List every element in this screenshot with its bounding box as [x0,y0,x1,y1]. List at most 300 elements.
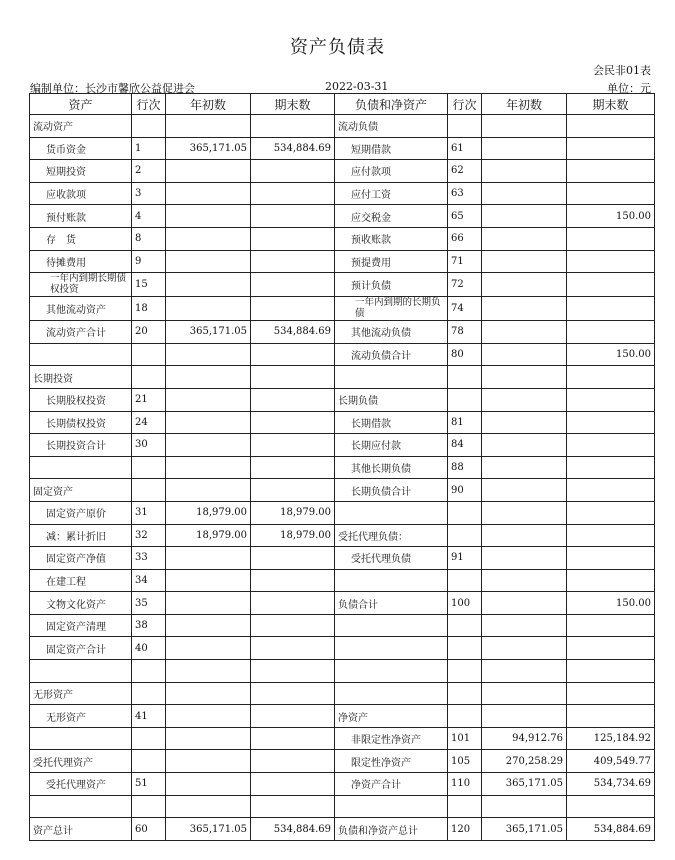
col-header-beginning-2: 年初数 [482,94,567,115]
liability-beginning-cell [482,205,567,228]
liability-name-cell: 流动负债合计 [335,343,448,366]
asset-ending-cell [251,569,335,592]
asset-name-cell: 流动资产合计 [30,321,132,344]
asset-line-cell: 34 [132,569,166,592]
asset-ending-cell: 18,979.00 [251,524,335,547]
liability-beginning-cell [482,479,567,502]
liability-line-cell: 72 [448,273,482,297]
liability-ending-cell [567,479,655,502]
asset-line-cell [132,660,166,683]
asset-line-cell: 32 [132,524,166,547]
table-row [30,818,655,841]
liability-line-cell [448,614,482,637]
liability-beginning-cell [482,637,567,660]
liability-name-cell [335,569,448,592]
asset-line-cell: 18 [132,297,166,321]
liability-ending-cell [567,388,655,411]
liability-line-cell: 81 [448,411,482,434]
asset-beginning-cell [166,660,251,683]
col-header-line: 行次 [132,94,166,115]
table-row [30,227,655,250]
liability-name-cell [335,614,448,637]
asset-name-cell: 长期债权投资 [30,411,132,434]
asset-name-cell [30,795,132,818]
liability-beginning-cell [482,182,567,205]
asset-line-cell [132,479,166,502]
report-title: 资产负债表 [290,37,385,58]
asset-beginning-cell [166,456,251,479]
asset-line-cell [132,750,166,773]
liability-beginning-cell [482,343,567,366]
liability-line-cell [448,501,482,524]
liability-line-cell: 90 [448,479,482,502]
asset-ending-cell [251,479,335,502]
liability-ending-cell [567,524,655,547]
table-row [30,456,655,479]
table-row [30,273,655,297]
asset-line-cell: 51 [132,773,166,796]
liability-beginning-cell [482,321,567,344]
liability-ending-cell [567,547,655,570]
asset-line-cell: 15 [132,273,166,297]
organization-label: 编制单位：长沙市馨欣公益促进会 [30,82,195,95]
liability-line-cell: 78 [448,321,482,344]
asset-beginning-cell [166,227,251,250]
liability-ending-cell [567,501,655,524]
liability-beginning-cell: 365,171.05 [482,818,567,841]
liability-name-cell: 应付工资 [335,182,448,205]
table-row [30,524,655,547]
asset-ending-cell: 534,884.69 [251,818,335,841]
asset-line-cell: 35 [132,592,166,615]
table-row [30,479,655,502]
table-row [30,343,655,366]
asset-beginning-cell [166,569,251,592]
liability-ending-cell [567,160,655,183]
asset-beginning-cell [166,773,251,796]
asset-ending-cell [251,411,335,434]
table-row [30,137,655,160]
liability-name-cell [335,637,448,660]
liability-beginning-cell [482,795,567,818]
asset-ending-cell [251,205,335,228]
asset-name-cell: 货币资金 [30,137,132,160]
col-header-line-2: 行次 [448,94,482,115]
table-row [30,182,655,205]
table-row [30,614,655,637]
liability-beginning-cell [482,434,567,457]
asset-line-cell: 31 [132,501,166,524]
asset-name-cell: 无形资产 [30,682,132,705]
table-row [30,569,655,592]
liability-line-cell: 62 [448,160,482,183]
table-row [30,660,655,683]
liability-ending-cell: 534,734.69 [567,773,655,796]
table-row [30,750,655,773]
asset-line-cell [132,456,166,479]
liability-name-cell: 净资产合计 [335,773,448,796]
liability-ending-cell [567,227,655,250]
liability-ending-cell [567,273,655,297]
asset-beginning-cell [166,115,251,138]
liability-line-cell: 71 [448,250,482,273]
asset-beginning-cell: 18,979.00 [166,524,251,547]
asset-line-cell: 30 [132,434,166,457]
liability-beginning-cell [482,660,567,683]
liability-beginning-cell: 365,171.05 [482,773,567,796]
col-header-ending-2: 期末数 [567,94,655,115]
asset-name-cell: 待摊费用 [30,250,132,273]
asset-name-cell [30,727,132,750]
liability-name-cell: 其他流动负债 [335,321,448,344]
col-header-assets: 资产 [30,94,132,115]
asset-name-cell: 长期投资 [30,366,132,389]
liability-name-cell: 一年内到期的长期负债 [335,297,448,321]
liability-line-cell: 88 [448,456,482,479]
liability-name-cell [335,795,448,818]
asset-line-cell [132,727,166,750]
liability-name-cell: 长期借款 [335,411,448,434]
asset-beginning-cell [166,614,251,637]
liability-beginning-cell [482,366,567,389]
liability-beginning-cell [482,227,567,250]
table-row [30,297,655,321]
asset-beginning-cell [166,388,251,411]
liability-ending-cell [567,569,655,592]
asset-ending-cell [251,388,335,411]
table-row [30,501,655,524]
asset-line-cell [132,343,166,366]
liability-line-cell: 110 [448,773,482,796]
liability-name-cell [335,660,448,683]
liability-name-cell: 预计负债 [335,273,448,297]
form-number: 会民非01表 [593,64,651,77]
liability-ending-cell: 150.00 [567,205,655,228]
liability-ending-cell [567,182,655,205]
asset-beginning-cell [166,343,251,366]
table-row [30,321,655,344]
liability-name-cell: 受托代理负债 [335,547,448,570]
asset-name-cell: 固定资产合计 [30,637,132,660]
liability-beginning-cell [482,297,567,321]
asset-ending-cell [251,250,335,273]
report-date: 2022-03-31 [325,80,389,93]
liability-beginning-cell [482,456,567,479]
liability-name-cell: 长期负债合计 [335,479,448,502]
liability-ending-cell: 409,549.77 [567,750,655,773]
liability-name-cell: 受托代理负债： [335,524,448,547]
asset-beginning-cell [166,297,251,321]
liability-ending-cell [567,115,655,138]
liability-name-cell: 限定性净资产 [335,750,448,773]
liability-line-cell: 66 [448,227,482,250]
liability-ending-cell: 150.00 [567,343,655,366]
liability-ending-cell [567,660,655,683]
liability-name-cell [335,366,448,389]
liability-line-cell: 63 [448,182,482,205]
liability-beginning-cell [482,273,567,297]
currency-unit: 单位：元 [607,82,651,95]
liability-beginning-cell [482,705,567,728]
liability-name-cell [335,501,448,524]
table-row [30,773,655,796]
table-row [30,727,655,750]
table-row [30,366,655,389]
asset-beginning-cell [166,434,251,457]
balance-sheet-table [29,93,655,841]
liability-line-cell: 61 [448,137,482,160]
liability-ending-cell [567,250,655,273]
liability-ending-cell [567,297,655,321]
liability-line-cell: 84 [448,434,482,457]
asset-line-cell: 41 [132,705,166,728]
liability-beginning-cell [482,160,567,183]
asset-line-cell [132,115,166,138]
liability-beginning-cell [482,592,567,615]
asset-beginning-cell [166,205,251,228]
liability-line-cell [448,637,482,660]
asset-line-cell: 40 [132,637,166,660]
asset-name-cell: 长期股权投资 [30,388,132,411]
liability-name-cell: 非限定性净资产 [335,727,448,750]
table-row [30,637,655,660]
table-row [30,388,655,411]
col-header-liabilities: 负债和净资产 [335,94,448,115]
asset-name-cell: 流动资产 [30,115,132,138]
liability-line-cell [448,524,482,547]
liability-ending-cell [567,456,655,479]
liability-line-cell: 100 [448,592,482,615]
liability-ending-cell [567,705,655,728]
asset-name-cell [30,456,132,479]
liability-beginning-cell [482,524,567,547]
liability-line-cell [448,682,482,705]
asset-ending-cell: 534,884.69 [251,321,335,344]
liability-name-cell: 应付款项 [335,160,448,183]
liability-line-cell: 101 [448,727,482,750]
asset-name-cell [30,660,132,683]
liability-ending-cell [567,321,655,344]
asset-beginning-cell: 18,979.00 [166,501,251,524]
liability-line-cell [448,705,482,728]
liability-ending-cell [567,795,655,818]
asset-beginning-cell [166,182,251,205]
asset-line-cell [132,795,166,818]
asset-ending-cell [251,682,335,705]
asset-ending-cell [251,343,335,366]
asset-ending-cell: 534,884.69 [251,137,335,160]
liability-name-cell: 流动负债 [335,115,448,138]
liability-name-cell: 其他长期负债 [335,456,448,479]
liability-ending-cell [567,682,655,705]
asset-line-cell: 20 [132,321,166,344]
asset-line-cell: 21 [132,388,166,411]
asset-name-cell: 长期投资合计 [30,434,132,457]
asset-name-cell: 受托代理资产 [30,750,132,773]
asset-line-cell: 1 [132,137,166,160]
asset-ending-cell [251,547,335,570]
asset-beginning-cell [166,592,251,615]
asset-name-cell: 其他流动资产 [30,297,132,321]
liability-beginning-cell [482,250,567,273]
liability-line-cell [448,795,482,818]
liability-line-cell [448,388,482,411]
liability-beginning-cell: 94,912.76 [482,727,567,750]
asset-name-cell: 短期投资 [30,160,132,183]
asset-beginning-cell [166,727,251,750]
liability-beginning-cell [482,115,567,138]
asset-beginning-cell [166,366,251,389]
asset-name-cell: 在建工程 [30,569,132,592]
liability-ending-cell [567,614,655,637]
asset-ending-cell [251,750,335,773]
table-row [30,411,655,434]
asset-line-cell: 2 [132,160,166,183]
asset-ending-cell [251,660,335,683]
table-row [30,250,655,273]
asset-beginning-cell [166,479,251,502]
asset-name-cell: 预付账款 [30,205,132,228]
asset-ending-cell [251,273,335,297]
liability-line-cell: 80 [448,343,482,366]
liability-line-cell [448,366,482,389]
liability-ending-cell: 150.00 [567,592,655,615]
asset-name-cell: 受托代理资产 [30,773,132,796]
liability-name-cell: 应交税金 [335,205,448,228]
asset-line-cell [132,366,166,389]
asset-ending-cell [251,182,335,205]
liability-ending-cell [567,434,655,457]
asset-beginning-cell [166,682,251,705]
asset-name-cell: 固定资产清理 [30,614,132,637]
asset-ending-cell [251,297,335,321]
asset-beginning-cell [166,547,251,570]
table-row [30,795,655,818]
asset-ending-cell [251,115,335,138]
liability-line-cell [448,569,482,592]
asset-line-cell: 4 [132,205,166,228]
asset-beginning-cell [166,160,251,183]
asset-ending-cell [251,456,335,479]
asset-ending-cell [251,727,335,750]
liability-name-cell: 预提费用 [335,250,448,273]
asset-name-cell [30,343,132,366]
asset-name-cell: 固定资产净值 [30,547,132,570]
asset-ending-cell: 18,979.00 [251,501,335,524]
asset-beginning-cell: 365,171.05 [166,818,251,841]
asset-name-cell: 固定资产原价 [30,501,132,524]
liability-line-cell [448,115,482,138]
liability-ending-cell: 125,184.92 [567,727,655,750]
liability-beginning-cell [482,614,567,637]
asset-name-cell: 资产总计 [30,818,132,841]
liability-ending-cell: 534,884.69 [567,818,655,841]
asset-line-cell: 38 [132,614,166,637]
asset-line-cell: 60 [132,818,166,841]
asset-beginning-cell [166,273,251,297]
col-header-ending: 期末数 [251,94,335,115]
asset-beginning-cell [166,705,251,728]
table-row [30,205,655,228]
asset-ending-cell [251,160,335,183]
liability-name-cell: 长期负债 [335,388,448,411]
header-row [30,94,655,115]
liability-ending-cell [567,366,655,389]
liability-beginning-cell [482,547,567,570]
asset-beginning-cell: 365,171.05 [166,321,251,344]
asset-line-cell: 8 [132,227,166,250]
table-row [30,434,655,457]
liability-beginning-cell [482,682,567,705]
liability-line-cell: 74 [448,297,482,321]
table-row [30,705,655,728]
asset-name-cell: 应收款项 [30,182,132,205]
asset-line-cell: 24 [132,411,166,434]
liability-name-cell: 净资产 [335,705,448,728]
asset-line-cell: 33 [132,547,166,570]
asset-name-cell: 一年内到期长期债权投资 [30,273,132,297]
asset-ending-cell [251,705,335,728]
asset-name-cell: 文物文化资产 [30,592,132,615]
liability-name-cell: 负债和净资产总计 [335,818,448,841]
liability-name-cell [335,682,448,705]
asset-beginning-cell [166,411,251,434]
liability-name-cell: 负债合计 [335,592,448,615]
liability-name-cell: 长期应付款 [335,434,448,457]
asset-beginning-cell [166,750,251,773]
asset-name-cell: 存 货 [30,227,132,250]
table-row [30,160,655,183]
asset-ending-cell [251,614,335,637]
liability-ending-cell [567,137,655,160]
liability-beginning-cell [482,501,567,524]
asset-ending-cell [251,592,335,615]
asset-line-cell: 3 [132,182,166,205]
asset-ending-cell [251,795,335,818]
liability-line-cell: 65 [448,205,482,228]
liability-line-cell [448,660,482,683]
asset-name-cell: 固定资产 [30,479,132,502]
asset-beginning-cell: 365,171.05 [166,137,251,160]
asset-beginning-cell [166,250,251,273]
liability-name-cell: 短期借款 [335,137,448,160]
table-row [30,592,655,615]
table-row [30,115,655,138]
liability-beginning-cell [482,569,567,592]
liability-line-cell: 120 [448,818,482,841]
asset-ending-cell [251,434,335,457]
asset-beginning-cell [166,637,251,660]
asset-line-cell: 9 [132,250,166,273]
liability-beginning-cell [482,137,567,160]
asset-name-cell: 减：累计折旧 [30,524,132,547]
asset-name-cell: 无形资产 [30,705,132,728]
asset-line-cell [132,682,166,705]
liability-line-cell: 91 [448,547,482,570]
asset-ending-cell [251,637,335,660]
asset-beginning-cell [166,795,251,818]
liability-beginning-cell [482,388,567,411]
liability-ending-cell [567,637,655,660]
liability-name-cell: 预收账款 [335,227,448,250]
table-row [30,682,655,705]
liability-beginning-cell [482,411,567,434]
liability-beginning-cell: 270,258.29 [482,750,567,773]
liability-line-cell: 105 [448,750,482,773]
asset-ending-cell [251,227,335,250]
liability-ending-cell [567,411,655,434]
asset-ending-cell [251,366,335,389]
